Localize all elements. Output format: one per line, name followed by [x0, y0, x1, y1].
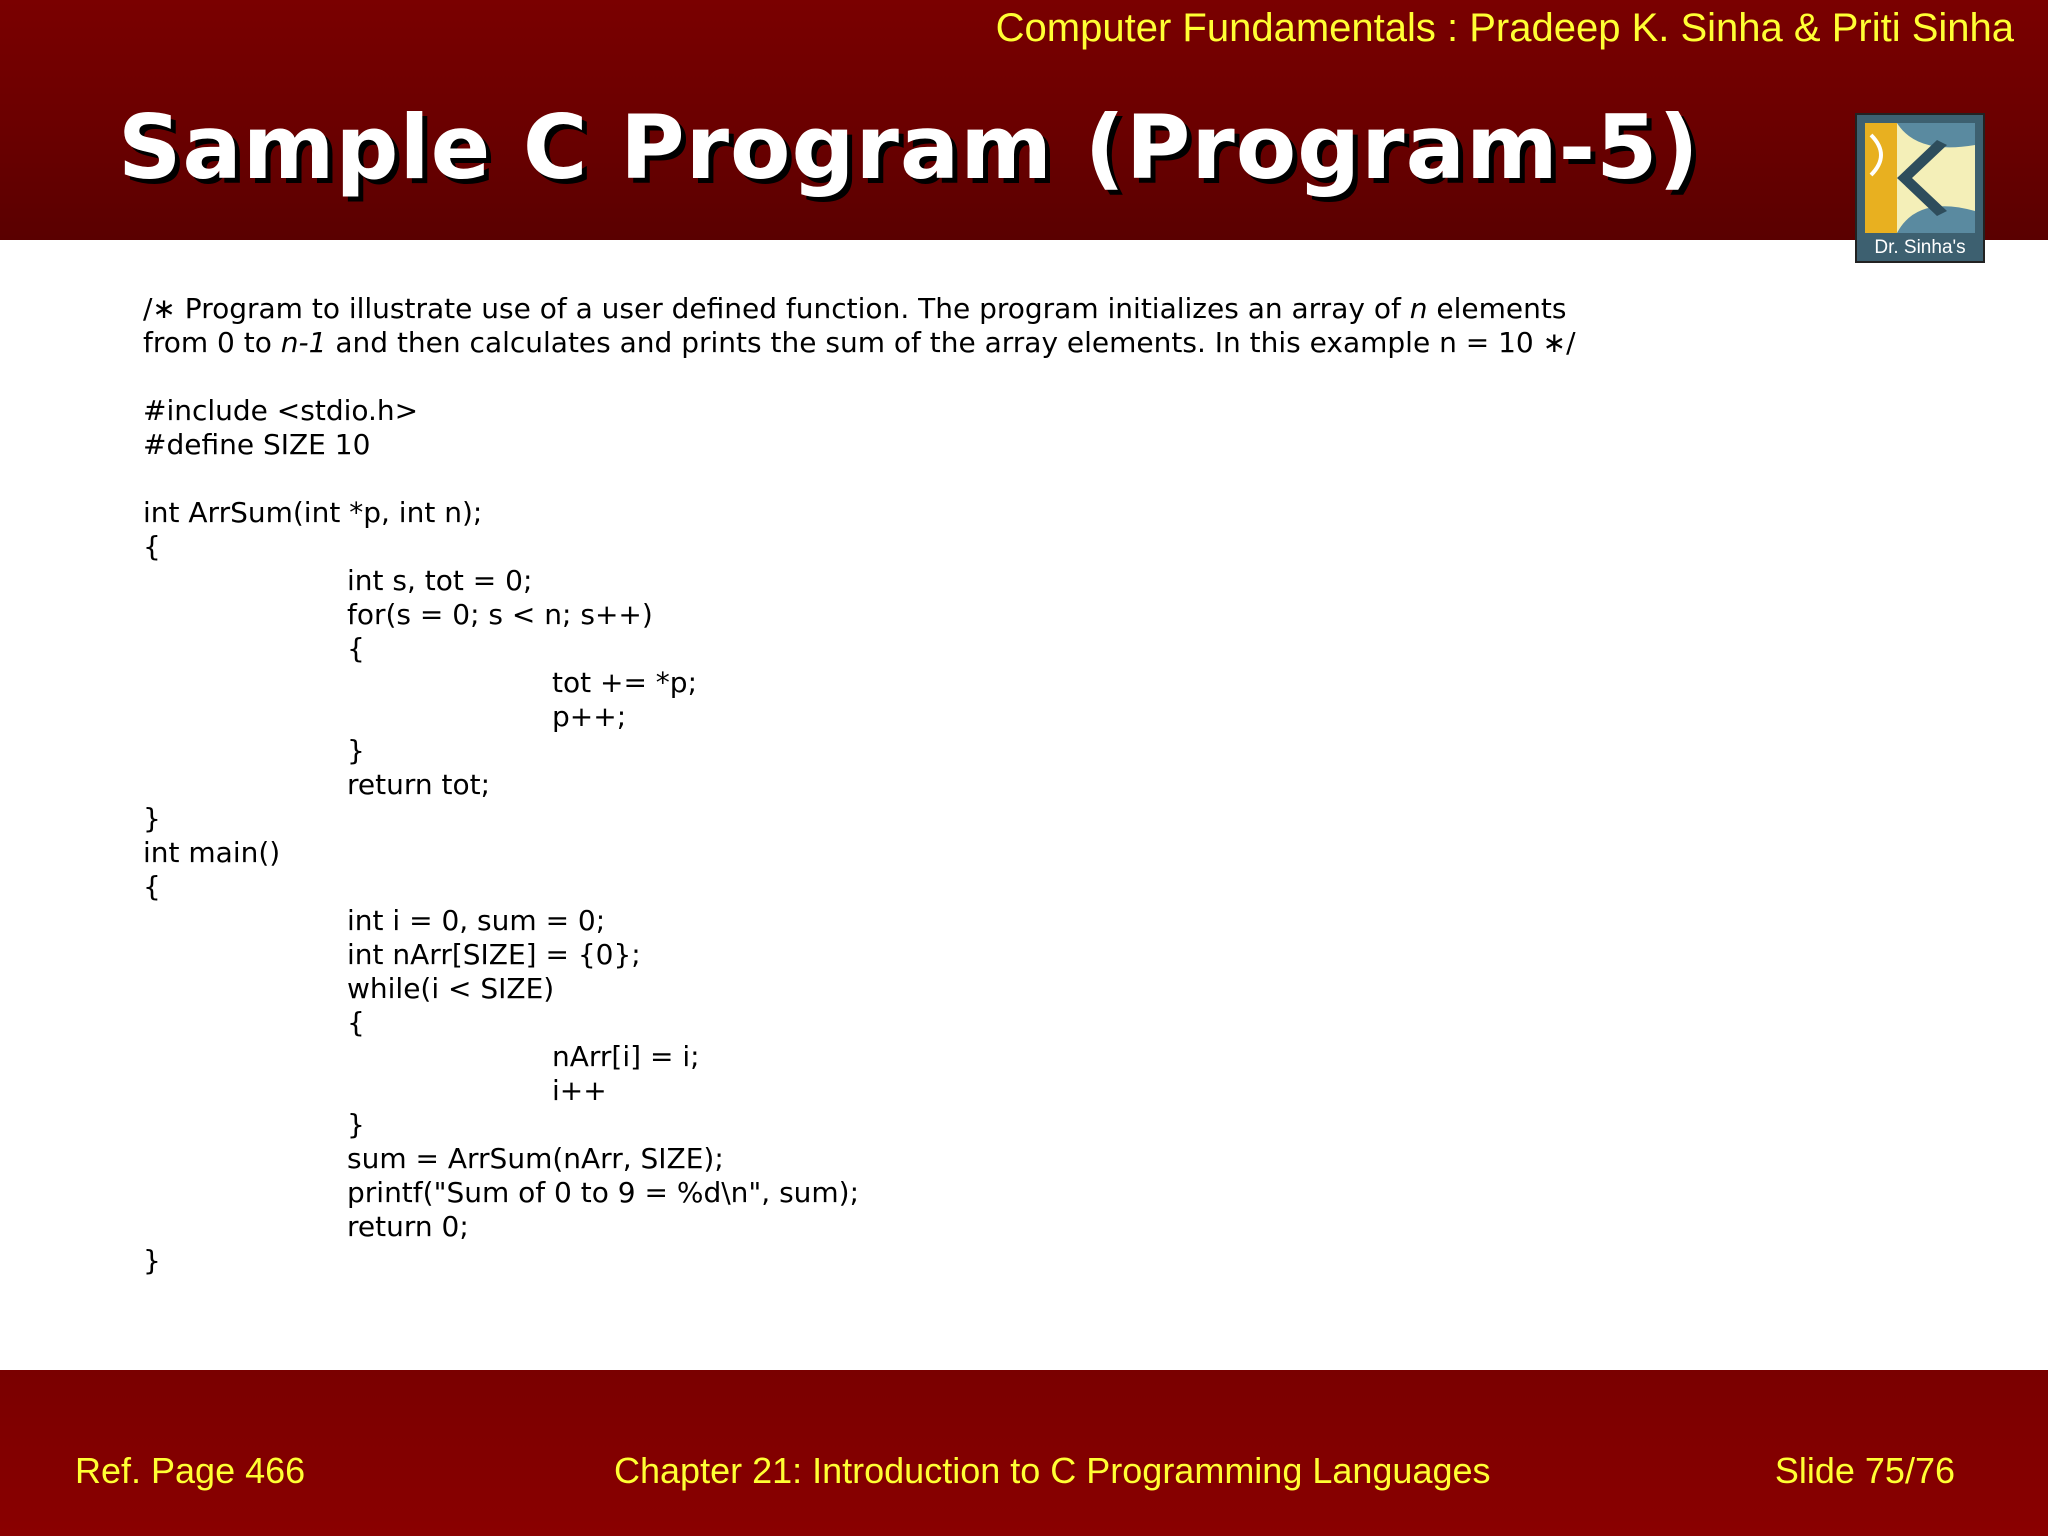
- slide-header: [0, 0, 2048, 240]
- program-comment-line-2: from 0 to n-1 and then calculates and prints the sum of the array elements. In this example n = 10 ∗/: [143, 326, 1576, 359]
- code-line: nArr[i] = i;: [552, 1040, 700, 1073]
- code-line: }: [143, 802, 161, 835]
- code-line: tot += *p;: [552, 666, 698, 699]
- slide-title: Sample C Program (Program-5): [118, 96, 1700, 199]
- code-line: {: [143, 530, 161, 563]
- code-line: while(i < SIZE): [347, 972, 555, 1005]
- code-line: }: [143, 1244, 161, 1277]
- logo-caption: Dr. Sinha's: [1874, 237, 1966, 258]
- code-line: {: [143, 870, 161, 903]
- code-line: printf("Sum of 0 to 9 = %d\n", sum);: [347, 1176, 860, 1209]
- slide-footer: [0, 1370, 2048, 1536]
- code-line: int main(): [143, 836, 281, 869]
- code-line: p++;: [552, 700, 627, 733]
- code-line: return 0;: [347, 1210, 469, 1243]
- code-line: int i = 0, sum = 0;: [347, 904, 606, 937]
- author-logo: [1855, 113, 1985, 263]
- code-line: return tot;: [347, 768, 491, 801]
- code-line: {: [347, 632, 365, 665]
- book-title: Computer Fundamentals : Pradeep K. Sinha & Priti Sinha: [995, 6, 2014, 50]
- code-line: }: [347, 734, 365, 767]
- code-line: }: [347, 1108, 365, 1141]
- code-line: sum = ArrSum(nArr, SIZE);: [347, 1142, 724, 1175]
- code-line: for(s = 0; s < n; s++): [347, 598, 653, 631]
- code-line: int ArrSum(int *p, int n);: [143, 496, 483, 529]
- code-listing: [143, 292, 1943, 1278]
- code-line: #define SIZE 10: [143, 428, 371, 461]
- code-line: int s, tot = 0;: [347, 564, 533, 597]
- program-comment-line-1: /∗ Program to illustrate use of a user defined function. The program initializes an array of n elements: [143, 292, 1567, 325]
- slide-number: Slide 75/76: [1774, 1450, 1955, 1491]
- code-line: {: [347, 1006, 365, 1039]
- code-line: int nArr[SIZE] = {0};: [347, 938, 641, 971]
- code-line: #include <stdio.h>: [143, 394, 419, 427]
- code-line: i++: [552, 1074, 607, 1107]
- chapter-title: Chapter 21: Introduction to C Programming Languages: [614, 1450, 1491, 1491]
- reference-page: Ref. Page 466: [75, 1450, 306, 1491]
